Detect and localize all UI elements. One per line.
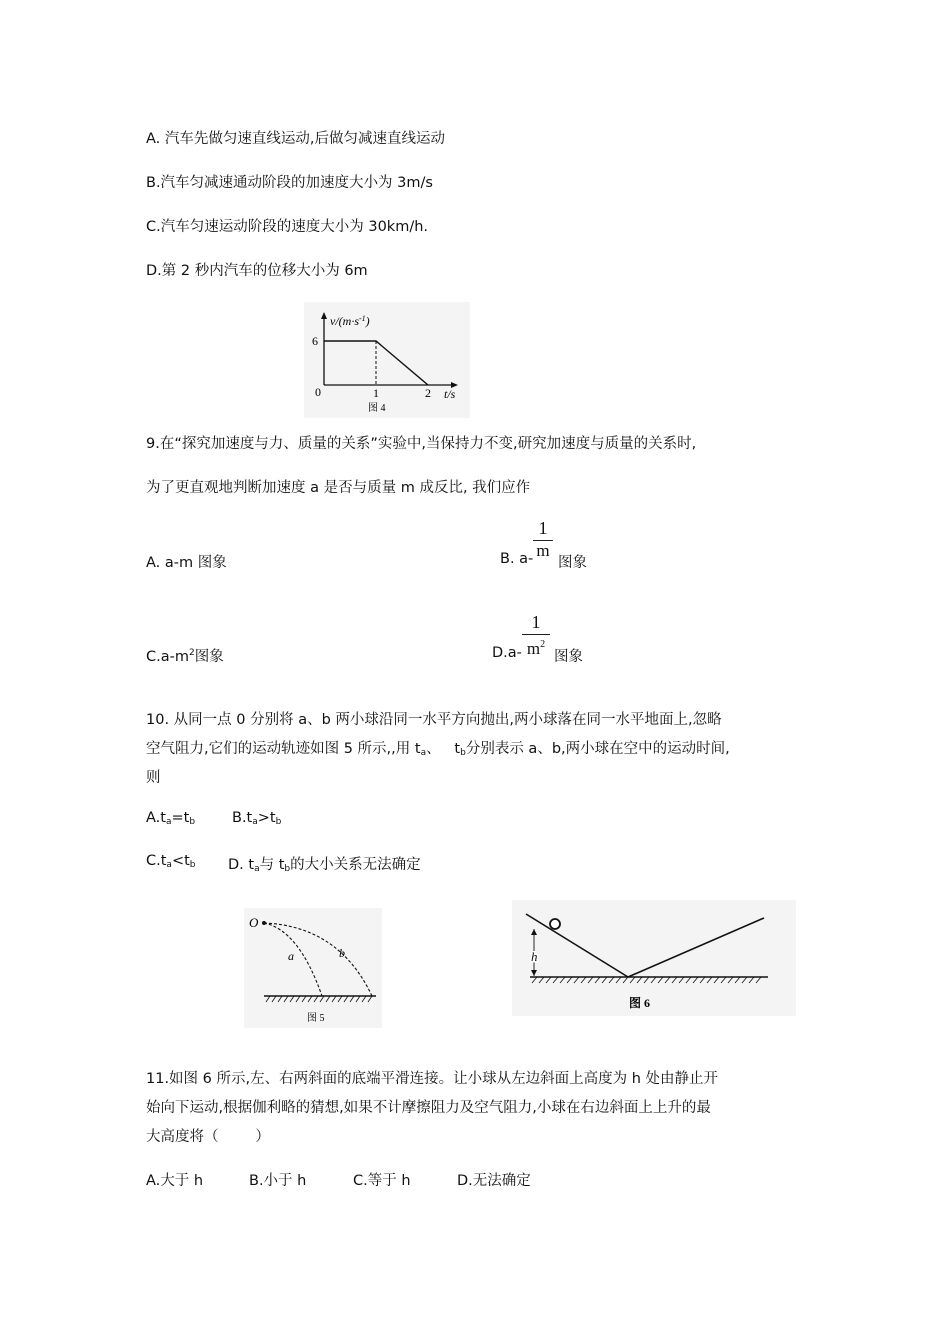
q8-option-d: D.第 2 秒内汽车的位移大小为 6m: [146, 263, 368, 279]
fraction-denominator: m: [536, 541, 550, 560]
q9-option-b-fraction: [533, 518, 553, 560]
q9-option-d-fraction: [522, 612, 550, 658]
q8-option-a: A. 汽车先做匀速直线运动,后做匀减速直线运动: [146, 131, 445, 147]
q11-option-b: B.小于 h: [249, 1173, 307, 1189]
q11-stem-line3: 大高度将（ ）: [146, 1129, 270, 1145]
q11-option-c: C.等于 h: [353, 1173, 411, 1189]
q10-stem-line3: 则: [146, 770, 161, 786]
figure-4-caption: 图 4: [368, 403, 386, 414]
q9-option-a: A. a-m 图象: [146, 555, 227, 571]
q9-option-d-suffix: 图象: [554, 649, 583, 665]
height-arrow-up: [531, 929, 537, 935]
x-tick-1: 1: [373, 386, 379, 400]
q9-stem-line1: 9.在“探究加速度与力、质量的关系”实验中,当保持力不变,研究加速度与质量的关系时,: [146, 436, 697, 452]
figure-6-caption: 图 6: [629, 996, 651, 1010]
x-axis-label: t/s: [444, 387, 456, 401]
q11-stem-line2: 始向下运动,根据伽利略的猜想,如果不计摩擦阻力及空气阻力,小球在右边斜面上上升的最: [146, 1100, 711, 1116]
curve-b-label: b: [339, 946, 345, 960]
q10-option-a: $A.t_a=t_b$: [146, 810, 196, 827]
origin-label: 0: [315, 385, 321, 399]
q9-option-b-suffix: 图象: [558, 555, 587, 571]
left-incline: [526, 914, 628, 977]
q10-stem-line2: 空气阻力,它们的运动轨迹如图 5 所示,,用 $t_a$、 $t_b$分别表示 a、b,两小球在空中的运动时间,: [146, 741, 730, 758]
ground-hatch: [266, 996, 372, 1002]
y-axis-arrow: [321, 312, 327, 319]
q9-option-c: $C.a-m^2$图象: [146, 648, 224, 665]
q10-option-b: $B.t_a>t_b$: [232, 810, 282, 827]
height-label: h: [531, 949, 538, 964]
q11-option-a: A.大于 h: [146, 1173, 204, 1189]
q8-option-c: C.汽车匀速运动阶段的速度大小为 30km/h.: [146, 219, 428, 235]
ground-hatch: [532, 977, 761, 983]
fraction-denominator: $m^2$: [526, 639, 546, 658]
figure-6-inclines: [512, 900, 796, 1016]
figure-5-caption: 图 5: [307, 1013, 325, 1024]
q11-stem-line1: 11.如图 6 所示,左、右两斜面的底端平滑连接。让小球从左边斜面上高度为 h 处由静止开: [146, 1071, 719, 1087]
curve-a-label: a: [288, 949, 294, 963]
height-arrow-down: [531, 970, 537, 976]
right-incline: [628, 918, 764, 977]
fraction-numerator: 1: [538, 518, 548, 538]
ball: [550, 919, 560, 929]
figure-4-vt-graph: [304, 302, 470, 418]
q10-option-d: D. $t_a$与 $t_b$的大小关系无法确定: [228, 857, 421, 874]
q11-option-d: D.无法确定: [457, 1173, 531, 1189]
fraction-numerator: 1: [531, 612, 541, 632]
q8-option-b: B.汽车匀减速通动阶段的加速度大小为 3m/s: [146, 175, 433, 191]
q9-option-d-prefix: D.a-: [492, 645, 522, 661]
y-tick-6: 6: [312, 334, 318, 348]
figure-5-trajectories: [244, 908, 382, 1028]
q9-option-b-prefix: B. a-: [500, 551, 534, 567]
y-axis-label: $v/(m\cdot s^{-1})$: [330, 314, 370, 328]
q10-stem-line1: 10. 从同一点 0 分别将 a、b 两小球沿同一水平方向抛出,两小球落在同一水平地面上,忽略: [146, 712, 722, 728]
q10-option-c: $C.t_a<t_b$: [146, 853, 196, 870]
x-tick-2: 2: [425, 386, 431, 400]
point-o-label: O: [249, 915, 259, 930]
q9-stem-line2: 为了更直观地判断加速度 a 是否与质量 m 成反比, 我们应作: [146, 480, 531, 496]
